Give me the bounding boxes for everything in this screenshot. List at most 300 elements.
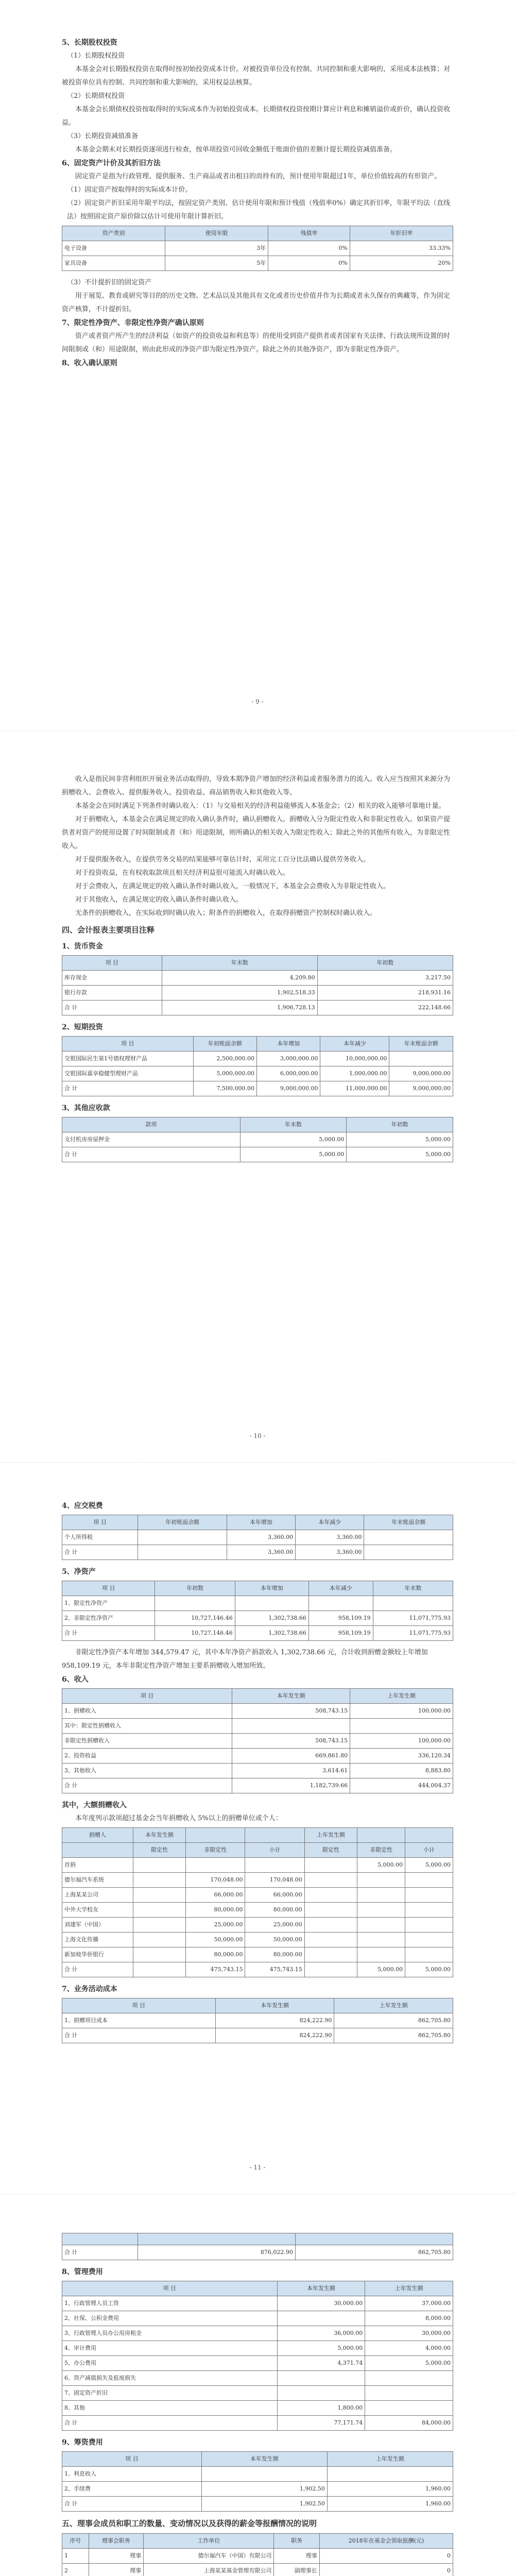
table-cell: [308, 1596, 373, 1611]
table-row: [62, 1066, 453, 1081]
table-header-row: [62, 1828, 453, 1843]
table-row: [62, 1081, 453, 1096]
heading: （1）长期股权投资: [67, 52, 125, 60]
table-cell: 824,222.90: [215, 2028, 334, 2043]
table-row: [62, 1873, 453, 1888]
table-cell: 上海文化传播: [62, 1933, 133, 1947]
table-cell: [405, 1933, 453, 1947]
table-cell: [133, 1933, 185, 1947]
table-cell: 合 计: [62, 1147, 241, 1162]
table-cell: 218,931.16: [317, 986, 453, 1001]
table-cell: 11,000,000.00: [320, 1081, 389, 1096]
heading: 其中，大额捐赠收入: [62, 1801, 127, 1809]
table-header-row: [62, 1117, 453, 1132]
paragraph: 本基金会长期债权投资按取得时的实际成本作为初始投资成本。长期债权投资按期计算应计利息和摊销溢价或折价，确认投资收益。: [62, 106, 451, 127]
table-cell: 100,000.00: [350, 1704, 453, 1719]
table-cell: 1、限定性净资产: [62, 1596, 155, 1611]
table-cell: 10,000,000.00: [320, 1052, 389, 1066]
table-header: 款项: [62, 1117, 241, 1132]
table-cell: 理事: [274, 2549, 319, 2564]
table-cell: 5年: [165, 256, 268, 271]
table-header-row: [62, 956, 453, 971]
paragraph: 对于其他收入，在满足规定的收入确认条件时确认收入。: [75, 896, 243, 904]
page-1-content: [62, 36, 453, 370]
table-title: 2、短期投资: [62, 1023, 103, 1031]
income-table: [62, 1688, 453, 1793]
table-cell: 库存现金: [62, 971, 162, 986]
table-cell: 508,743.15: [232, 1734, 350, 1749]
table-cell: 1、利息收入: [62, 2467, 202, 2482]
table-header: [62, 2233, 138, 2245]
table-cell: 3,360.00: [296, 1545, 364, 1560]
table-cell: 2、社保、公积金费用: [62, 2311, 278, 2326]
table-row: [62, 1734, 453, 1749]
table-cell: 475,743.15: [186, 1962, 245, 1977]
page-1: [0, 0, 515, 732]
table-cell: 475,743.15: [245, 1962, 304, 1977]
table-cell: 4,209.80: [162, 971, 317, 986]
table-title: 1、货币资金: [62, 942, 103, 951]
table-cell: [373, 1596, 453, 1611]
table-cell: [389, 1052, 453, 1066]
net-asset-table: [62, 1581, 453, 1641]
table-row: [62, 2013, 453, 2028]
paragraph: 对于提供服务收入，在提供劳务交易的结果能够可靠估计时，采用完工百分比法确认提供劳务收入。: [75, 856, 370, 863]
table-cell: 3,217.50: [317, 971, 453, 986]
table-header: 上年发生额: [350, 1689, 453, 1704]
table-row: [62, 2401, 453, 2416]
table-cell: 33.33%: [350, 241, 453, 256]
table-cell: 77,171.74: [277, 2416, 365, 2431]
table-cell: 3,360.00: [296, 1530, 364, 1545]
table-row: [62, 1704, 453, 1719]
table-header-row: [62, 1998, 453, 2013]
table-cell: [357, 1873, 405, 1888]
table-cell: 上海某某基金管理有限公司: [144, 2564, 274, 2576]
table-header: 本年发生额: [277, 2281, 365, 2296]
table-cell: 1,906,728.13: [162, 1001, 317, 1015]
board-table: [62, 2533, 453, 2576]
table-row: [62, 971, 453, 986]
table-header: 本年增加: [227, 1515, 295, 1530]
table-row: [62, 2564, 453, 2576]
table-cell: [405, 1903, 453, 1918]
table-cell: [405, 1918, 453, 1933]
table-cell: 11,071,775.93: [373, 1611, 453, 1626]
table-subheader-row: [62, 1843, 453, 1858]
table-cell: [357, 1918, 405, 1933]
page-number: - 11 -: [249, 2164, 266, 2171]
table-cell: [304, 1933, 357, 1947]
table-header: 年折旧率: [350, 226, 453, 241]
table-header: 本年增加: [257, 1037, 320, 1052]
table-cell: [133, 1858, 185, 1873]
table-cell: 个人所得税: [62, 1530, 138, 1545]
table-cell: 合 计: [62, 2245, 138, 2260]
table-header: 2018年在基金会领取报酬(元): [319, 2534, 453, 2549]
table-cell: 10,727,146.46: [155, 1611, 235, 1626]
table-cell: 5、办公费用: [62, 2356, 278, 2371]
table-cell: [277, 2311, 365, 2326]
table-header: 项 目: [62, 1689, 232, 1704]
table-cell: 50,000.00: [245, 1933, 304, 1947]
table-row: [62, 2326, 453, 2341]
heading: （1）固定资产按取得时的实际成本计价。: [67, 186, 192, 194]
table-title: 6、收入: [62, 1675, 89, 1684]
table-cell: 862,705.80: [295, 2245, 453, 2260]
table-cell: 7,500,000.00: [193, 1081, 256, 1096]
table-header: 上年发生额: [327, 2452, 453, 2467]
table-cell: 首捐: [62, 1858, 133, 1873]
table-row: [62, 1611, 453, 1626]
table-cell: 1、行政管理人员工资: [62, 2296, 278, 2311]
table-cell: 10,727,146.46: [155, 1626, 235, 1641]
table-row: [62, 1933, 453, 1947]
table-cell: [357, 1933, 405, 1947]
table-row: [62, 1888, 453, 1903]
table-header: [138, 2233, 295, 2245]
paragraph: 固定资产是指为行政管理、提供服务、生产商品或者出租目的而持有的，预计使用年限超过1年，单位价值较高的有形资产。: [75, 173, 441, 180]
table-cell: [138, 1530, 227, 1545]
table-cell: 30,000.00: [365, 2326, 453, 2341]
table-header: 本年发生额: [201, 2452, 327, 2467]
table-row: [62, 1764, 453, 1778]
heading: 5、长期股权投资: [62, 39, 117, 47]
table-cell: 2,500,000.00: [193, 1052, 256, 1066]
financing-expense-table: [62, 2451, 453, 2512]
table-cell: [155, 1596, 235, 1611]
table-row: [62, 2467, 453, 2482]
table-cell: 3,000,000.00: [257, 1052, 320, 1066]
table-cell: 1,902.50: [201, 2497, 327, 2512]
table-cell: 9,000,000.00: [389, 1066, 453, 1081]
table-header: 年末账面余额: [389, 1037, 453, 1052]
heading: 8、收入确认原则: [62, 359, 117, 367]
table-cell: 5,000.00: [365, 2356, 453, 2371]
table-cell: 其中：限定性捐赠收入: [62, 1719, 232, 1734]
table-cell: [277, 2371, 365, 2386]
table-cell: 8,000.00: [365, 2311, 453, 2326]
table-cell: [235, 1596, 308, 1611]
table-header-row: [62, 1689, 453, 1704]
table-row: [62, 1778, 453, 1793]
table-title: 4、应交税费: [62, 1502, 103, 1510]
table-cell: 5,000.00: [347, 1132, 453, 1147]
table-cell: 交银国际民生第1号债权理财产品: [62, 1052, 194, 1066]
table-cell: 4,371.74: [277, 2356, 365, 2371]
table-cell: 1、捐赠项目成本: [62, 2013, 216, 2028]
table-cell: 80,000.00: [186, 1903, 245, 1918]
table-header: 资产类别: [62, 226, 165, 241]
table-row: [62, 1132, 453, 1147]
table-header: 本年发生额: [133, 1828, 185, 1843]
table-header: 年末数: [240, 1117, 347, 1132]
table-cell: [245, 1858, 304, 1873]
table-header: 年初账面余额: [193, 1037, 256, 1052]
table-row: [62, 1626, 453, 1641]
table-row: [62, 2482, 453, 2497]
table-cell: 222,148.66: [317, 1001, 453, 1015]
table-cell: 家具设备: [62, 256, 165, 271]
table-header: [295, 2233, 453, 2245]
table-header: 项 目: [62, 1037, 194, 1052]
table-cell: [133, 1873, 185, 1888]
table-header: 小计: [405, 1843, 453, 1858]
table-header: 上年发生额: [365, 2281, 453, 2296]
table-title: 5、净资产: [62, 1568, 96, 1576]
table-cell: 银行存款: [62, 986, 162, 1001]
table-cell: 80,000.00: [245, 1947, 304, 1962]
table-header: 项 目: [62, 1998, 216, 2013]
table-cell: 5,000,000.00: [193, 1066, 256, 1081]
other-receivable-table: [62, 1117, 453, 1162]
table-row: [62, 1858, 453, 1873]
table-cell: [277, 2386, 365, 2401]
table-cell: [304, 1947, 357, 1962]
heading: 7、限定性净资产、非限定性净资产确认原则: [62, 319, 204, 327]
table-cell: 508,743.15: [232, 1704, 350, 1719]
table-cell: [357, 1903, 405, 1918]
table-cell: 30,000.00: [277, 2296, 365, 2311]
table-cell: [364, 1530, 453, 1545]
table-cell: 合 计: [62, 1001, 162, 1015]
table-cell: 1、捐赠收入: [62, 1704, 232, 1719]
table-cell: 5,000.00: [357, 1858, 405, 1873]
table-cell: 9,000,000.00: [389, 1081, 453, 1096]
table-header-row: [62, 2233, 453, 2245]
table-cell: [327, 2467, 453, 2482]
table-cell: 3,360.00: [227, 1545, 295, 1560]
table-cell: 8、其他: [62, 2401, 278, 2416]
table-cell: 4,000.00: [365, 2341, 453, 2356]
page-number: - 10 -: [249, 1432, 266, 1439]
table-cell: 德尔福汽车系统: [62, 1873, 133, 1888]
table-header: 上年发生额: [334, 1998, 453, 2013]
tax-table: [62, 1515, 453, 1560]
table-row: [62, 2549, 453, 2564]
table-cell: 5,000.00: [347, 1147, 453, 1162]
table-row: [62, 2311, 453, 2326]
table-cell: 合 计: [62, 1545, 138, 1560]
table-cell: [304, 1962, 357, 1977]
table-header: 本年发生额: [232, 1689, 350, 1704]
table-cell: 5,000.00: [240, 1147, 347, 1162]
table-cell: 5,000.00: [357, 1962, 405, 1977]
table-row: [62, 1918, 453, 1933]
table-cell: [133, 1903, 185, 1918]
table-cell: [133, 1962, 185, 1977]
paragraph: 本基金会期末对长期投资逐项进行检查，按单项投资可回收金额低于账面价值的差额计提长期投资减值准备。: [75, 146, 397, 154]
table-header: 本年减少: [296, 1515, 364, 1530]
table-cell: 上海某某公司: [62, 1888, 133, 1903]
table-cell: 0: [319, 2549, 453, 2564]
table-cell: [405, 1873, 453, 1888]
table-cell: [232, 1719, 350, 1734]
table-row: [62, 256, 453, 271]
table-cell: [357, 1888, 405, 1903]
table-cell: 36,000.00: [277, 2326, 365, 2341]
table-header: 非限定性: [186, 1843, 245, 1858]
table-cell: 2、非限定性净资产: [62, 1611, 155, 1626]
table-cell: 电子设备: [62, 241, 165, 256]
table-row: [62, 1962, 453, 1977]
table-header: [245, 1828, 304, 1843]
table-header: 小计: [245, 1843, 304, 1858]
table-cell: 理事: [89, 2564, 144, 2576]
table-row: [62, 1052, 453, 1066]
table-header: 捐赠人: [62, 1828, 133, 1843]
table-row: [62, 2371, 453, 2386]
table-cell: [304, 1918, 357, 1933]
table-cell: 170,048.00: [245, 1873, 304, 1888]
table-cell: 66,000.00: [245, 1888, 304, 1903]
table-header: 使用年限: [165, 226, 268, 241]
table-cell: 合 计: [62, 1778, 232, 1793]
paragraph: 非限定性净资产本年增加 344,579.47 元，其中本年净资产捐款收入 1,302,738.66 元，合计收到捐赠金额较上年增加 958,109.19 元，本年非限定性净资产增加主要系捐赠收入增加所致。: [62, 1649, 428, 1670]
paragraph: 无条件的捐赠收入，在实际收到时确认收入；附条件的捐赠收入，在取得捐赠资产控制权时确认收入。: [75, 909, 377, 917]
table-cell: 中外大学校友: [62, 1903, 133, 1918]
table-header: 年末数: [373, 1581, 453, 1596]
table-row: [62, 1947, 453, 1962]
paragraph: 用于展览、教育或研究等目的的历史文物、艺术品以及其他具有文化或者历史价值并作为长期或者永久保存的典藏等，作为固定资产核算，不计提折旧。: [62, 292, 451, 313]
table-cell: 862,705.80: [334, 2028, 453, 2043]
table-header-row: [62, 1037, 453, 1052]
table-row: [62, 2497, 453, 2512]
table-header: 限定性: [133, 1843, 185, 1858]
table-header: 项 目: [62, 956, 162, 971]
table-title: 3、其他应收款: [62, 1104, 110, 1112]
table-cell: 2: [62, 2564, 89, 2576]
table-header: [405, 1828, 453, 1843]
section-title: 四、会计报表主要项目注释: [62, 925, 155, 935]
table-header: 本年增加: [235, 1581, 308, 1596]
table-header: 残值率: [268, 226, 350, 241]
table-cell: 20%: [350, 256, 453, 271]
table-cell: 支付机房房屋押金: [62, 1132, 241, 1147]
table-cell: 862,705.80: [334, 2013, 453, 2028]
table-cell: 1,302,738.66: [235, 1611, 308, 1626]
table-cell: 669,861.80: [232, 1749, 350, 1764]
table-cell: 1,000,000.00: [320, 1066, 389, 1081]
paragraph: 本年度列示款项超过基金会当年捐赠收入 5%以上的捐赠单位或个人：: [75, 1815, 282, 1822]
table-row: [62, 2028, 453, 2043]
table-cell: [133, 1947, 185, 1962]
table-header: 年初数: [155, 1581, 235, 1596]
table-cell: 444,004.37: [350, 1778, 453, 1793]
table-cell: 84,000.00: [365, 2416, 453, 2431]
table-cell: 7、固定资产折旧: [62, 2386, 278, 2401]
table-cell: 5,000.00: [405, 1858, 453, 1873]
heading: （2）固定资产折旧采用年限平均法，按固定资产类别、估计使用年限和预计残值（残值率0%）确定其折旧率，年限平均法（直线法）按照固定资产原价除以估计可使用年限计算折旧。: [67, 199, 450, 221]
table-header-row: [62, 2534, 453, 2549]
table-cell: 5,000.00: [240, 1132, 347, 1147]
page-2: [0, 732, 515, 1463]
table-cell: 1,902,518.33: [162, 986, 317, 1001]
table-cell: 37,000.00: [365, 2296, 453, 2311]
table-cell: 3,360.00: [227, 1530, 295, 1545]
table-title: 8、管理费用: [62, 2268, 103, 2276]
table-cell: 9,000,000.00: [257, 1081, 320, 1096]
table-header-row: [62, 2452, 453, 2467]
table-cell: 1,960.00: [327, 2497, 453, 2512]
table-header: 本年减少: [308, 1581, 373, 1596]
table-cell: [133, 1918, 185, 1933]
table-cell: 3,614.61: [232, 1764, 350, 1778]
section-title: 五、理事会成员和职工的数量、变动情况以及获得的薪金等报酬情况的说明: [62, 2519, 317, 2528]
page-3-content: [62, 1499, 453, 2048]
table-header: 序号: [62, 2534, 89, 2549]
table-row: [62, 1147, 453, 1162]
cash-table: [62, 955, 453, 1015]
table-cell: 336,120.34: [350, 1749, 453, 1764]
table-cell: [304, 1888, 357, 1903]
table-header: 上年发生额: [304, 1828, 357, 1843]
table-header-row: [62, 1581, 453, 1596]
table-header: 项 目: [62, 1581, 155, 1596]
table-header: [357, 1828, 405, 1843]
table-cell: 11,071,775.93: [373, 1626, 453, 1641]
table-row: [62, 1903, 453, 1918]
table-row: [62, 2245, 453, 2260]
table-cell: 合 计: [62, 2416, 278, 2431]
table-cell: 2、手续费: [62, 2482, 202, 2497]
table-header: 项 目: [62, 2281, 278, 2296]
table-row: [62, 1545, 453, 1560]
table-cell: 3、行政管理人员办公用房租金: [62, 2326, 278, 2341]
continued-table: [62, 2233, 453, 2260]
table-cell: 0: [319, 2564, 453, 2576]
table-cell: 5,000.00: [405, 1962, 453, 1977]
table-cell: [365, 2401, 453, 2416]
page-3: [0, 1463, 515, 2195]
table-header: 项 目: [62, 2452, 202, 2467]
table-cell: 4、审计费用: [62, 2341, 278, 2356]
large-donation-table: [62, 1827, 453, 1977]
table-header: [186, 1828, 245, 1843]
table-header: 非限定性: [357, 1843, 405, 1858]
table-cell: 刘建军（中国）: [62, 1918, 133, 1933]
table-header: 年初数: [317, 956, 453, 971]
short-investment-table: [62, 1036, 453, 1096]
table-cell: 理事: [89, 2549, 144, 2564]
table-header-row: [62, 226, 453, 241]
table-row: [62, 1719, 453, 1734]
table-row: [62, 1001, 453, 1015]
table-cell: 3年: [165, 241, 268, 256]
table-cell: [304, 1903, 357, 1918]
table-cell: [138, 1545, 227, 1560]
table-header: [62, 1843, 133, 1858]
table-cell: 170,048.00: [186, 1873, 245, 1888]
table-cell: 副理事长: [274, 2564, 319, 2576]
table-cell: 2、投资收益: [62, 1749, 232, 1764]
table-cell: 合 计: [62, 1962, 133, 1977]
table-header: 本年减少: [320, 1037, 389, 1052]
table-header: 工作单位: [144, 2534, 274, 2549]
table-row: [62, 241, 453, 256]
table-cell: 0%: [268, 256, 350, 271]
table-row: [62, 2356, 453, 2371]
table-cell: [304, 1858, 357, 1873]
table-header: 年末数: [162, 956, 317, 971]
table-cell: 1,800.00: [277, 2401, 365, 2416]
table-cell: 958,109.19: [308, 1626, 373, 1641]
table-header: 理事会职务: [89, 2534, 144, 2549]
page-4-content: [62, 2231, 453, 2576]
table-cell: 合 计: [62, 1081, 194, 1096]
page-2-content: [62, 773, 453, 1167]
table-cell: 8,883.80: [350, 1764, 453, 1778]
